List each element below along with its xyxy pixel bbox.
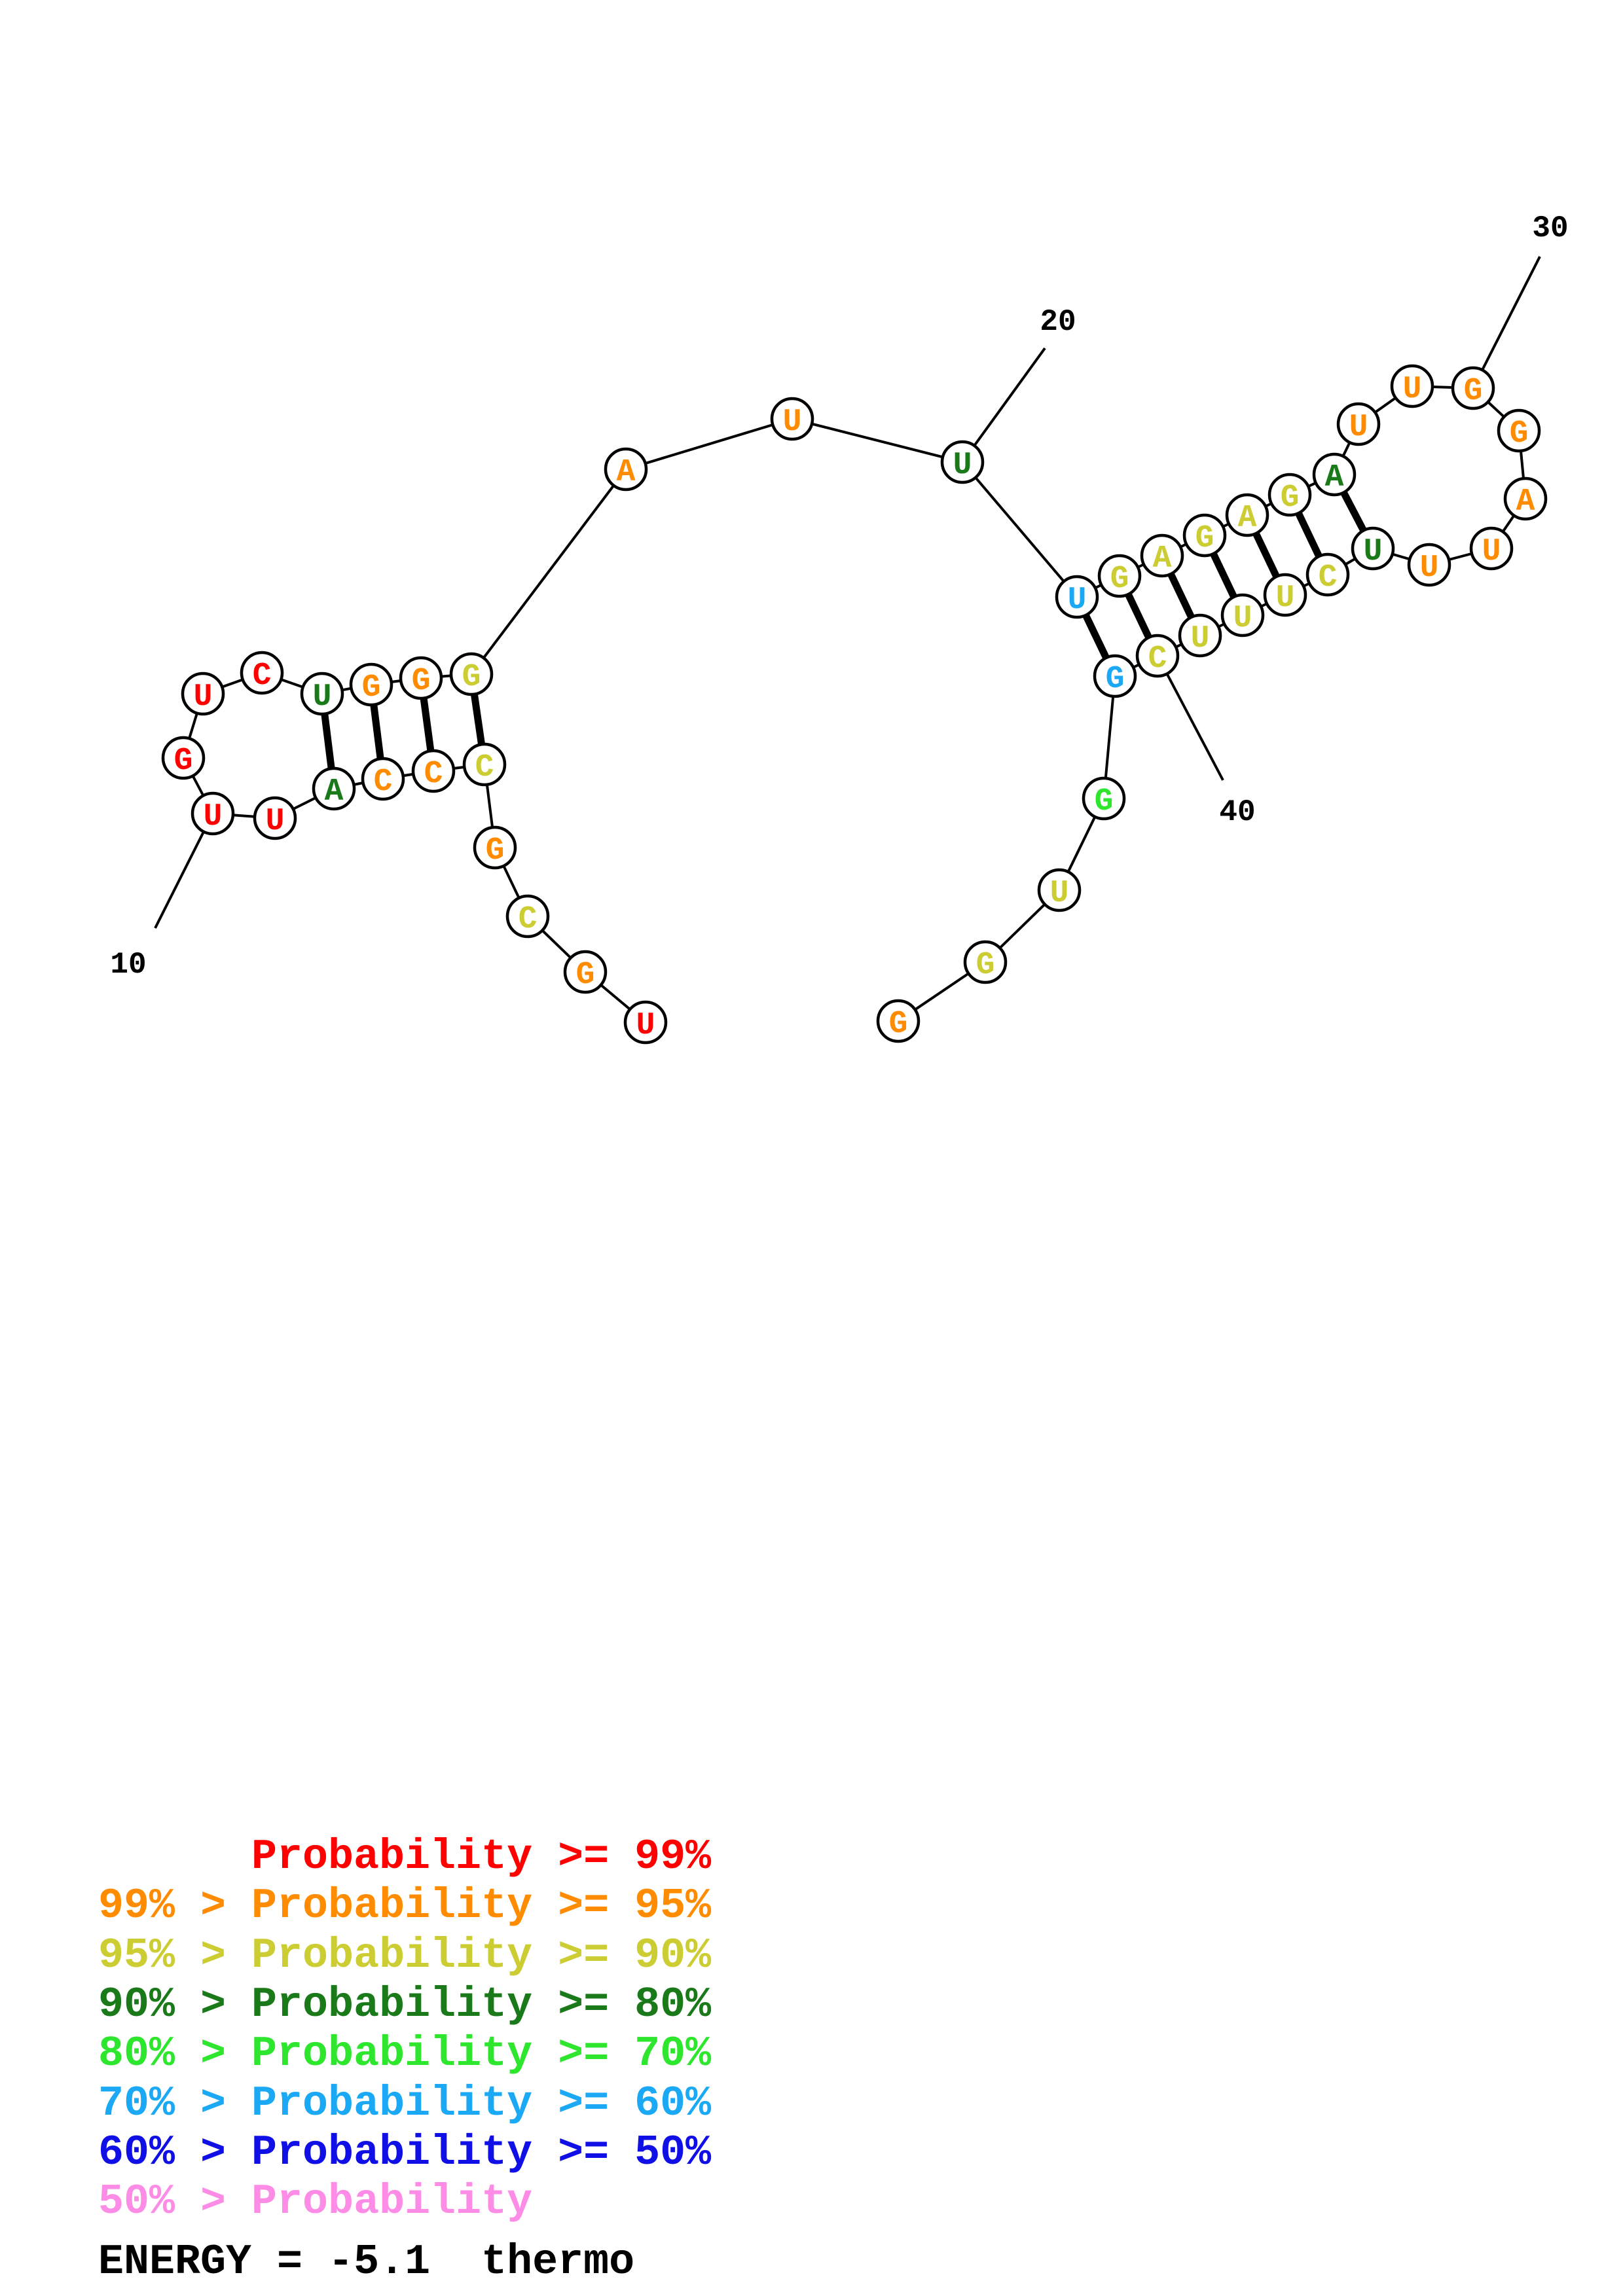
nucleotide-letter-5-C: C [475, 750, 494, 785]
nucleotide-letter-6-C: C [424, 757, 443, 792]
legend-row-below-50: 50% > Probability [98, 2178, 533, 2226]
nucleotide-letter-32-A: A [1516, 484, 1535, 520]
nucleotide-letter-28-U: U [1349, 410, 1368, 445]
nucleotide-letter-15-G: G [361, 670, 381, 706]
nucleotide-letter-38-U: U [1233, 601, 1252, 636]
nucleotide-letter-3-C: C [518, 902, 538, 937]
position-label-20: 20 [1040, 305, 1076, 339]
nucleotide-letter-39-U: U [1190, 621, 1210, 656]
nucleotide-letter-27-A: A [1324, 460, 1344, 495]
nucleotide-letter-16-G: G [411, 664, 431, 699]
legend-row-90: 95% > Probability >= 90% [98, 1931, 712, 1980]
backbone-link [626, 419, 792, 469]
nucleotide-letter-11-G: G [173, 744, 193, 779]
nucleotide-letter-45-G: G [888, 1007, 908, 1042]
legend-row-80: 90% > Probability >= 80% [98, 1981, 712, 2029]
nucleotide-letter-10-U: U [203, 799, 223, 834]
position-pointer-line-30 [1473, 257, 1540, 388]
legend-row-70: 80% > Probability >= 70% [98, 2030, 712, 2078]
nucleotide-letter-9-U: U [265, 804, 285, 839]
nucleotide-letter-36-C: C [1318, 560, 1338, 596]
nucleotide-letter-1-U: U [636, 1008, 655, 1043]
nucleotide-letter-17-G: G [462, 660, 481, 695]
nucleotide-letter-31-G: G [1509, 416, 1529, 452]
legend-row-95: 99% > Probability >= 95% [98, 1882, 712, 1930]
nucleotide-letter-21-U: U [1067, 583, 1087, 618]
position-number-labels [110, 211, 1568, 982]
position-label-30: 30 [1532, 211, 1569, 245]
nucleotide-letter-12-U: U [193, 679, 213, 715]
nucleotide-letter-29-U: U [1402, 372, 1422, 407]
nucleotide-letters [174, 372, 1535, 1043]
nucleotide-letter-4-G: G [485, 833, 505, 869]
nucleotide-letter-37-U: U [1275, 581, 1295, 616]
nucleotide-letter-25-A: A [1237, 501, 1257, 536]
nucleotide-letter-20-U: U [953, 448, 972, 483]
nucleotide-letter-23-A: A [1152, 541, 1172, 577]
legend-row-50: 60% > Probability >= 50% [98, 2128, 712, 2177]
backbone-link [962, 462, 1077, 597]
position-label-40: 40 [1219, 795, 1256, 829]
nucleotide-letter-40-C: C [1148, 641, 1167, 677]
legend-row-60: 70% > Probability >= 60% [98, 2079, 712, 2128]
nucleotide-letter-35-U: U [1363, 534, 1383, 569]
nucleotide-letter-26-G: G [1280, 480, 1300, 516]
nucleotide-letter-41-G: G [1105, 662, 1125, 697]
nucleotide-letter-30-G: G [1463, 374, 1483, 409]
position-label-10: 10 [110, 948, 147, 982]
nucleotide-letter-19-U: U [782, 404, 802, 440]
nucleotide-letter-24-G: G [1195, 521, 1214, 556]
nucleotide-letter-2-G: G [575, 958, 595, 993]
nucleotide-letter-18-A: A [616, 455, 636, 490]
backbone-link [792, 419, 962, 462]
nucleotide-letter-42-G: G [1094, 784, 1114, 819]
nucleotide-letter-7-C: C [373, 764, 393, 800]
nucleotide-letter-13-C: C [252, 658, 272, 694]
energy-label: ENERGY = -5.1 thermo [98, 2238, 635, 2286]
nucleotide-letter-34-U: U [1419, 550, 1439, 586]
nucleotide-letter-33-U: U [1482, 534, 1501, 569]
backbone-link [471, 469, 626, 674]
nucleotide-letter-8-A: A [324, 774, 344, 810]
nucleotide-letter-22-G: G [1110, 562, 1129, 597]
nucleotide-letter-14-U: U [312, 679, 332, 715]
legend-row-99: Probability >= 99% [251, 1833, 712, 1881]
nucleotide-letter-44-G: G [976, 948, 995, 983]
nucleotide-letter-43-U: U [1049, 876, 1069, 911]
